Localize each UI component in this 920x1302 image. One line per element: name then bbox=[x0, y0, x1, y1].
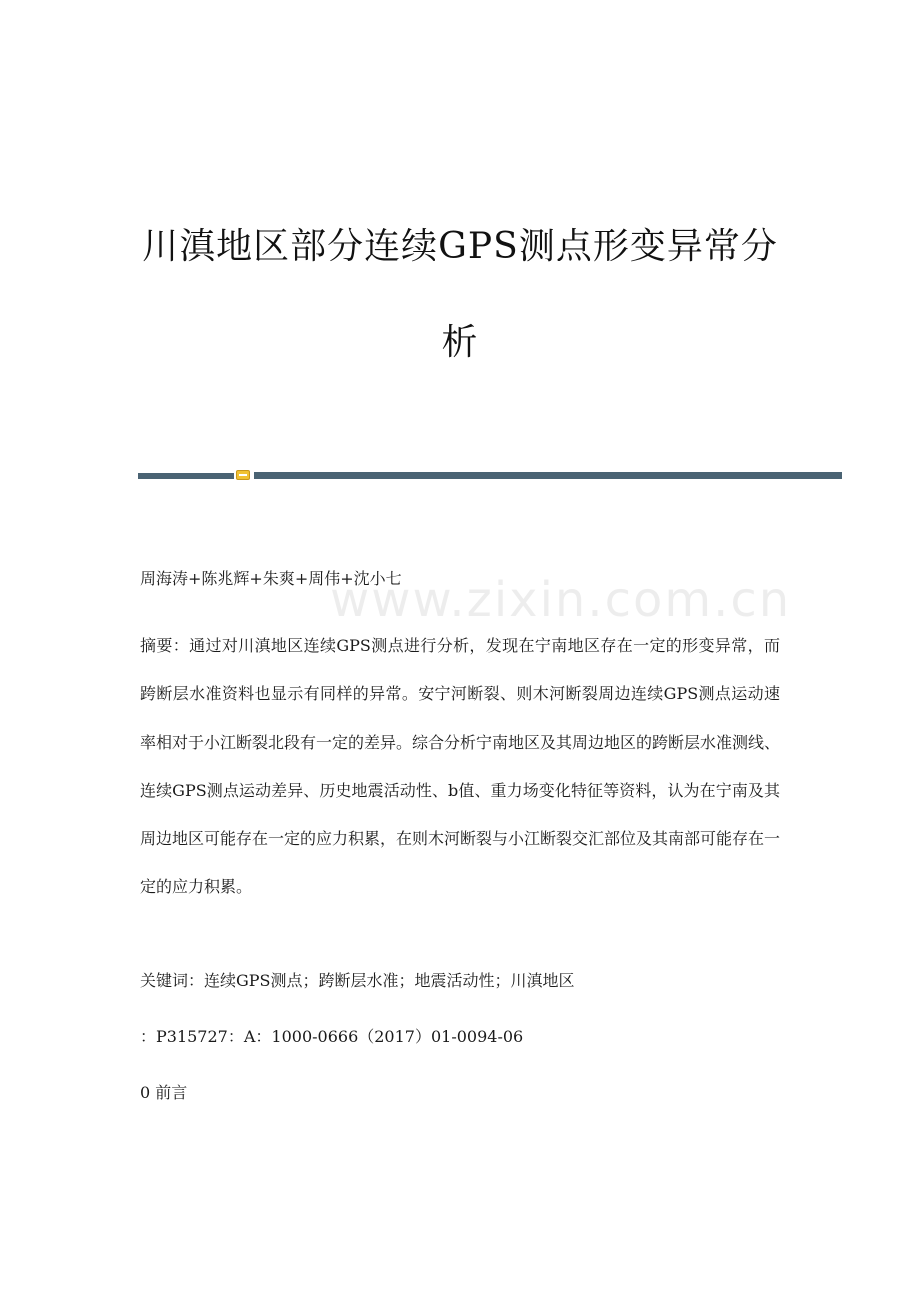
title-divider bbox=[138, 470, 842, 480]
keywords: 关键词：连续GPS测点；跨断层水准；地震活动性；川滇地区 bbox=[140, 971, 575, 990]
divider-ornament-icon bbox=[236, 470, 250, 480]
authors: 周海涛+陈兆辉+朱爽+周伟+沈小七 bbox=[140, 569, 402, 588]
watermark: www.zixin.com.cn bbox=[330, 572, 792, 628]
document-title-line-1: 川滇地区部分连续GPS测点形变异常分 bbox=[142, 226, 778, 267]
section-heading: 0 前言 bbox=[140, 1083, 188, 1102]
document-title-line-2: 析 bbox=[441, 322, 479, 363]
classification-code: ：P315727：A：1000-0666（2017）01-0094-06 bbox=[140, 1027, 524, 1046]
divider-bar-right bbox=[254, 472, 842, 479]
divider-bar-left bbox=[138, 473, 234, 479]
abstract: 摘要：通过对川滇地区连续GPS测点进行分析，发现在宁南地区存在一定的形变异常，而跨断层水准资料也显示有同样的异常。安宁河断裂、则木河断裂周边连续GPS测点运动速率相对于小江断裂北段有一定的差异。综合分析宁南地区及其周边地区的跨断层水准测线、连续GPS测点运动差异、历史地震活动性、b值、重力场变化特征等资料，认为在宁南及其周边地区可能存在一定的应力积累，在则木河断裂与小江断裂交汇部位及其南部可能存在一定的应力积累。 bbox=[140, 636, 781, 897]
